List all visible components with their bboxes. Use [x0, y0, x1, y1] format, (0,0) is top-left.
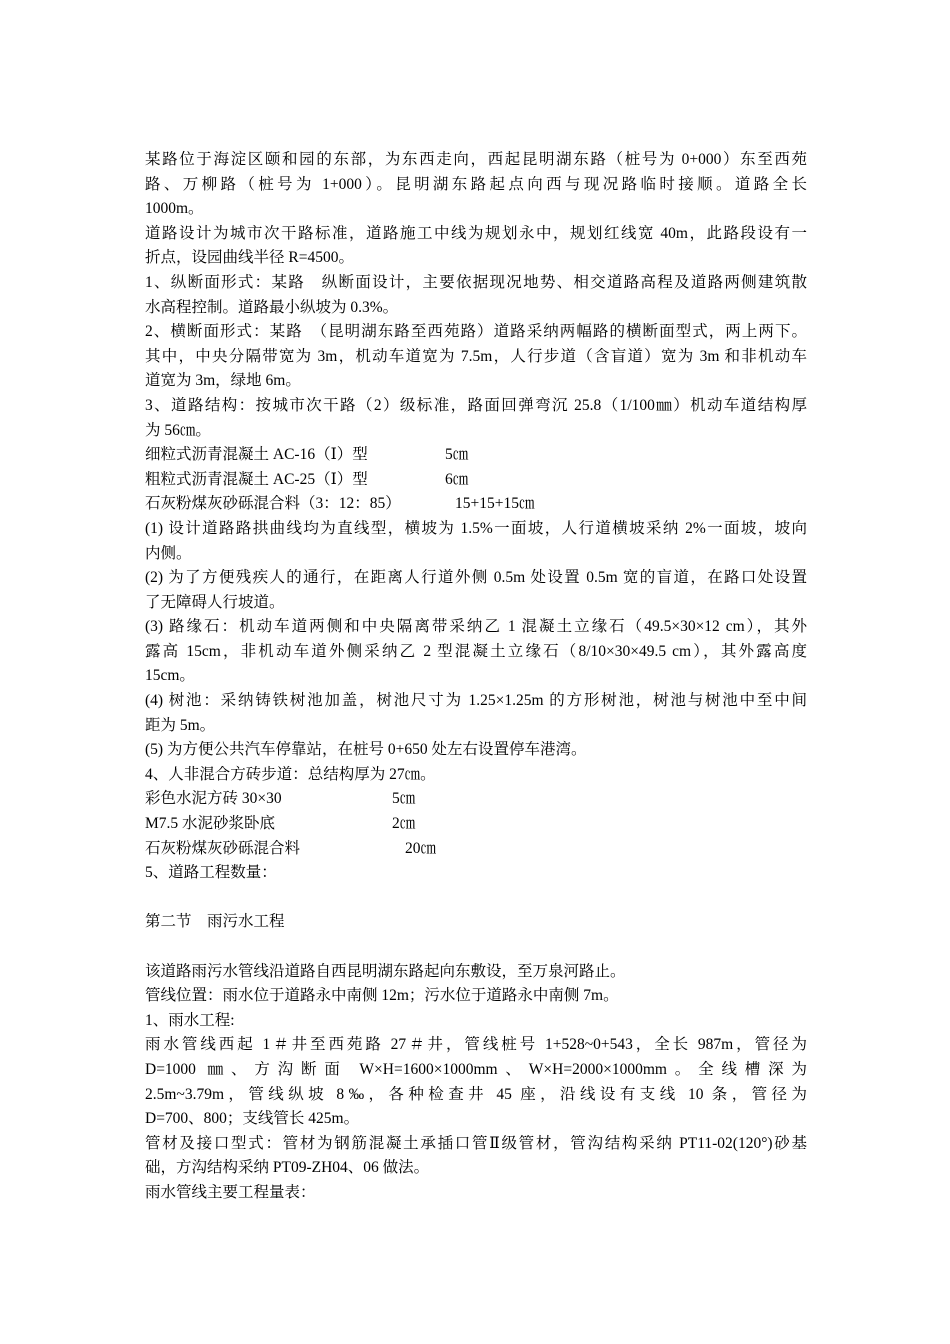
text-line: 1、纵断面形式：某路 纵断面设计，主要依据现况地势、相交道路高程及道路两侧建筑散	[145, 273, 807, 291]
text-line: 内侧。	[145, 544, 192, 562]
text-line: 折点，设园曲线半径 R=4500。	[145, 249, 354, 267]
layer-name: 彩色水泥方砖 30×30	[145, 790, 282, 808]
paragraph	[145, 517, 807, 566]
layer-thickness: 2㎝	[392, 815, 416, 833]
layer-row	[145, 812, 807, 837]
paragraph	[145, 1033, 807, 1131]
text-line: 雨水管线西起 1＃井至西苑路 27＃井，管线桩号 1+528~0+543，全长 987m，管径为	[145, 1036, 807, 1054]
text-line: 1、雨水工程:	[145, 1011, 235, 1029]
text-line: 础，方沟结构采纳 PT09-ZH04、06 做法。	[145, 1159, 430, 1177]
layer-row	[145, 443, 807, 468]
layer-name: M7.5 水泥砂浆卧底	[145, 815, 276, 833]
text-line: 道宽为 3m，绿地 6m。	[145, 372, 301, 390]
text-line: 露高 15cm，非机动车道外侧采纳乙 2 型混凝土立缘石（8/10×30×49.5 cm），其外露高度	[145, 642, 807, 660]
layer-thickness: 6㎝	[445, 470, 469, 488]
layer-thickness: 5㎝	[445, 446, 469, 464]
text-line: 1000m。	[145, 200, 204, 218]
text-line: 雨水管线主要工程量表：	[145, 1183, 316, 1201]
layer-thickness: 5㎝	[392, 790, 416, 808]
paragraph	[145, 222, 807, 271]
layer-name: 石灰粉煤灰砂砾混合料（3：12：85）	[145, 495, 401, 513]
layer-table-roadway	[145, 443, 807, 517]
paragraph	[145, 1009, 807, 1034]
text-line: D=700、800；支线管长 425m。	[145, 1110, 360, 1128]
text-line: (5) 为方便公共汽车停靠站，在桩号 0+650 处左右设置停车港湾。	[145, 741, 587, 759]
blank-line	[145, 935, 807, 960]
paragraph	[145, 689, 807, 738]
paragraph	[145, 394, 807, 443]
text-line: D=1000 ㎜、方沟断面 W×H=1600×1000mm、W×H=2000×1000mm。全线槽深为	[145, 1060, 807, 1078]
text-line: 某路位于海淀区颐和园的东部，为东西走向，西起昆明湖东路（桩号为 0+000）东至西苑	[145, 151, 807, 168]
blank-line	[145, 886, 807, 911]
paragraph	[145, 1132, 807, 1181]
text-line: 了无障碍人行坡道。	[145, 593, 285, 611]
road-quantity-item: 5、道路工程数量：	[145, 864, 277, 882]
layer-row	[145, 468, 807, 493]
text-line: (2) 为了方便残疾人的通行，在距离人行道外侧 0.5m 处设置 0.5m 宽的盲道，在路口处设置	[145, 569, 807, 587]
paragraph	[145, 984, 807, 1009]
layer-table-sidewalk	[145, 787, 807, 861]
text-line: 水高程控制。道路最小纵坡为 0.3%。	[145, 298, 399, 316]
paragraph	[145, 320, 807, 394]
layer-thickness: 20㎝	[405, 839, 437, 857]
layer-row	[145, 492, 807, 517]
text-line: 道路设计为城市次干路标准，道路施工中线为规划永中，规划红线宽 40m，此路段设有一	[145, 224, 807, 242]
text-line: 其中，中央分隔带宽为 3m，机动车道宽为 7.5m，人行步道（含盲道）宽为 3m 和非机动车	[145, 347, 807, 365]
text-line: 15cm。	[145, 667, 195, 685]
paragraph-group-sewer	[145, 960, 807, 1206]
layer-row	[145, 837, 807, 862]
layer-name: 粗粒式沥青混凝土 AC-25（Ⅰ）型	[145, 470, 368, 488]
paragraph	[145, 615, 807, 689]
paragraph	[145, 271, 807, 320]
text-line: 2、横断面形式：某路 （昆明湖东路至西苑路）道路采纳两幅路的横断面型式，两上两下。	[145, 323, 807, 341]
text-line: 2.5m~3.79m，管线纵坡 8‰，各种检查井 45 座，沿线设有支线 10 条，管径为	[145, 1085, 807, 1103]
paragraph-group-road-details	[145, 517, 807, 788]
paragraph	[145, 763, 807, 788]
section-heading: 第二节 雨污水工程	[145, 913, 285, 931]
layer-name: 石灰粉煤灰砂砾混合料	[145, 839, 301, 857]
text-line: (3) 路缘石：机动车道两侧和中央隔离带采纳乙 1 混凝土立缘石（49.5×30×12 cm），其外	[145, 618, 807, 636]
paragraph	[145, 1181, 807, 1206]
text-line: 该道路雨污水管线沿道路自西昆明湖东路起向东敷设，至万泉河路止。	[145, 962, 626, 980]
paragraph-group-road-overview	[145, 148, 807, 443]
paragraph	[145, 148, 807, 222]
text-line: 距为 5m。	[145, 716, 216, 734]
text-line: 路、万柳路（桩号为 1+000）。昆明湖东路起点向西与现况路临时接顺。道路全长	[145, 175, 807, 193]
paragraph	[145, 566, 807, 615]
text-line: 4、人非混合方砖步道：总结构厚为 27㎝。	[145, 765, 436, 783]
layer-name: 细粒式沥青混凝土 AC-16（Ⅰ）型	[145, 446, 368, 464]
text-line: (4) 树池：采纳铸铁树池加盖，树池尺寸为 1.25×1.25m 的方形树池，树池与树池中至中间	[145, 692, 807, 710]
layer-thickness: 15+15+15㎝	[455, 495, 535, 513]
paragraph	[145, 960, 807, 985]
text-line: 为 56㎝。	[145, 421, 211, 439]
layer-row	[145, 787, 807, 812]
document-body	[145, 148, 807, 1206]
text-line: 管材及接口型式：管材为钢筋混凝土承插口管Ⅱ级管材，管沟结构采纳 PT11-02(120°)砂基	[145, 1134, 807, 1152]
text-line: (1) 设计道路路拱曲线均为直线型，横坡为 1.5%一面坡，人行道横坡采纳 2%一面坡，坡向	[145, 519, 807, 537]
text-line: 管线位置：雨水位于道路永中南侧 12m；污水位于道路永中南侧 7m。	[145, 987, 619, 1005]
paragraph	[145, 738, 807, 763]
text-line: 3、道路结构：按城市次干路（2）级标准，路面回弹弯沉 25.8（1/100㎜）机动车道结构厚	[145, 396, 807, 414]
